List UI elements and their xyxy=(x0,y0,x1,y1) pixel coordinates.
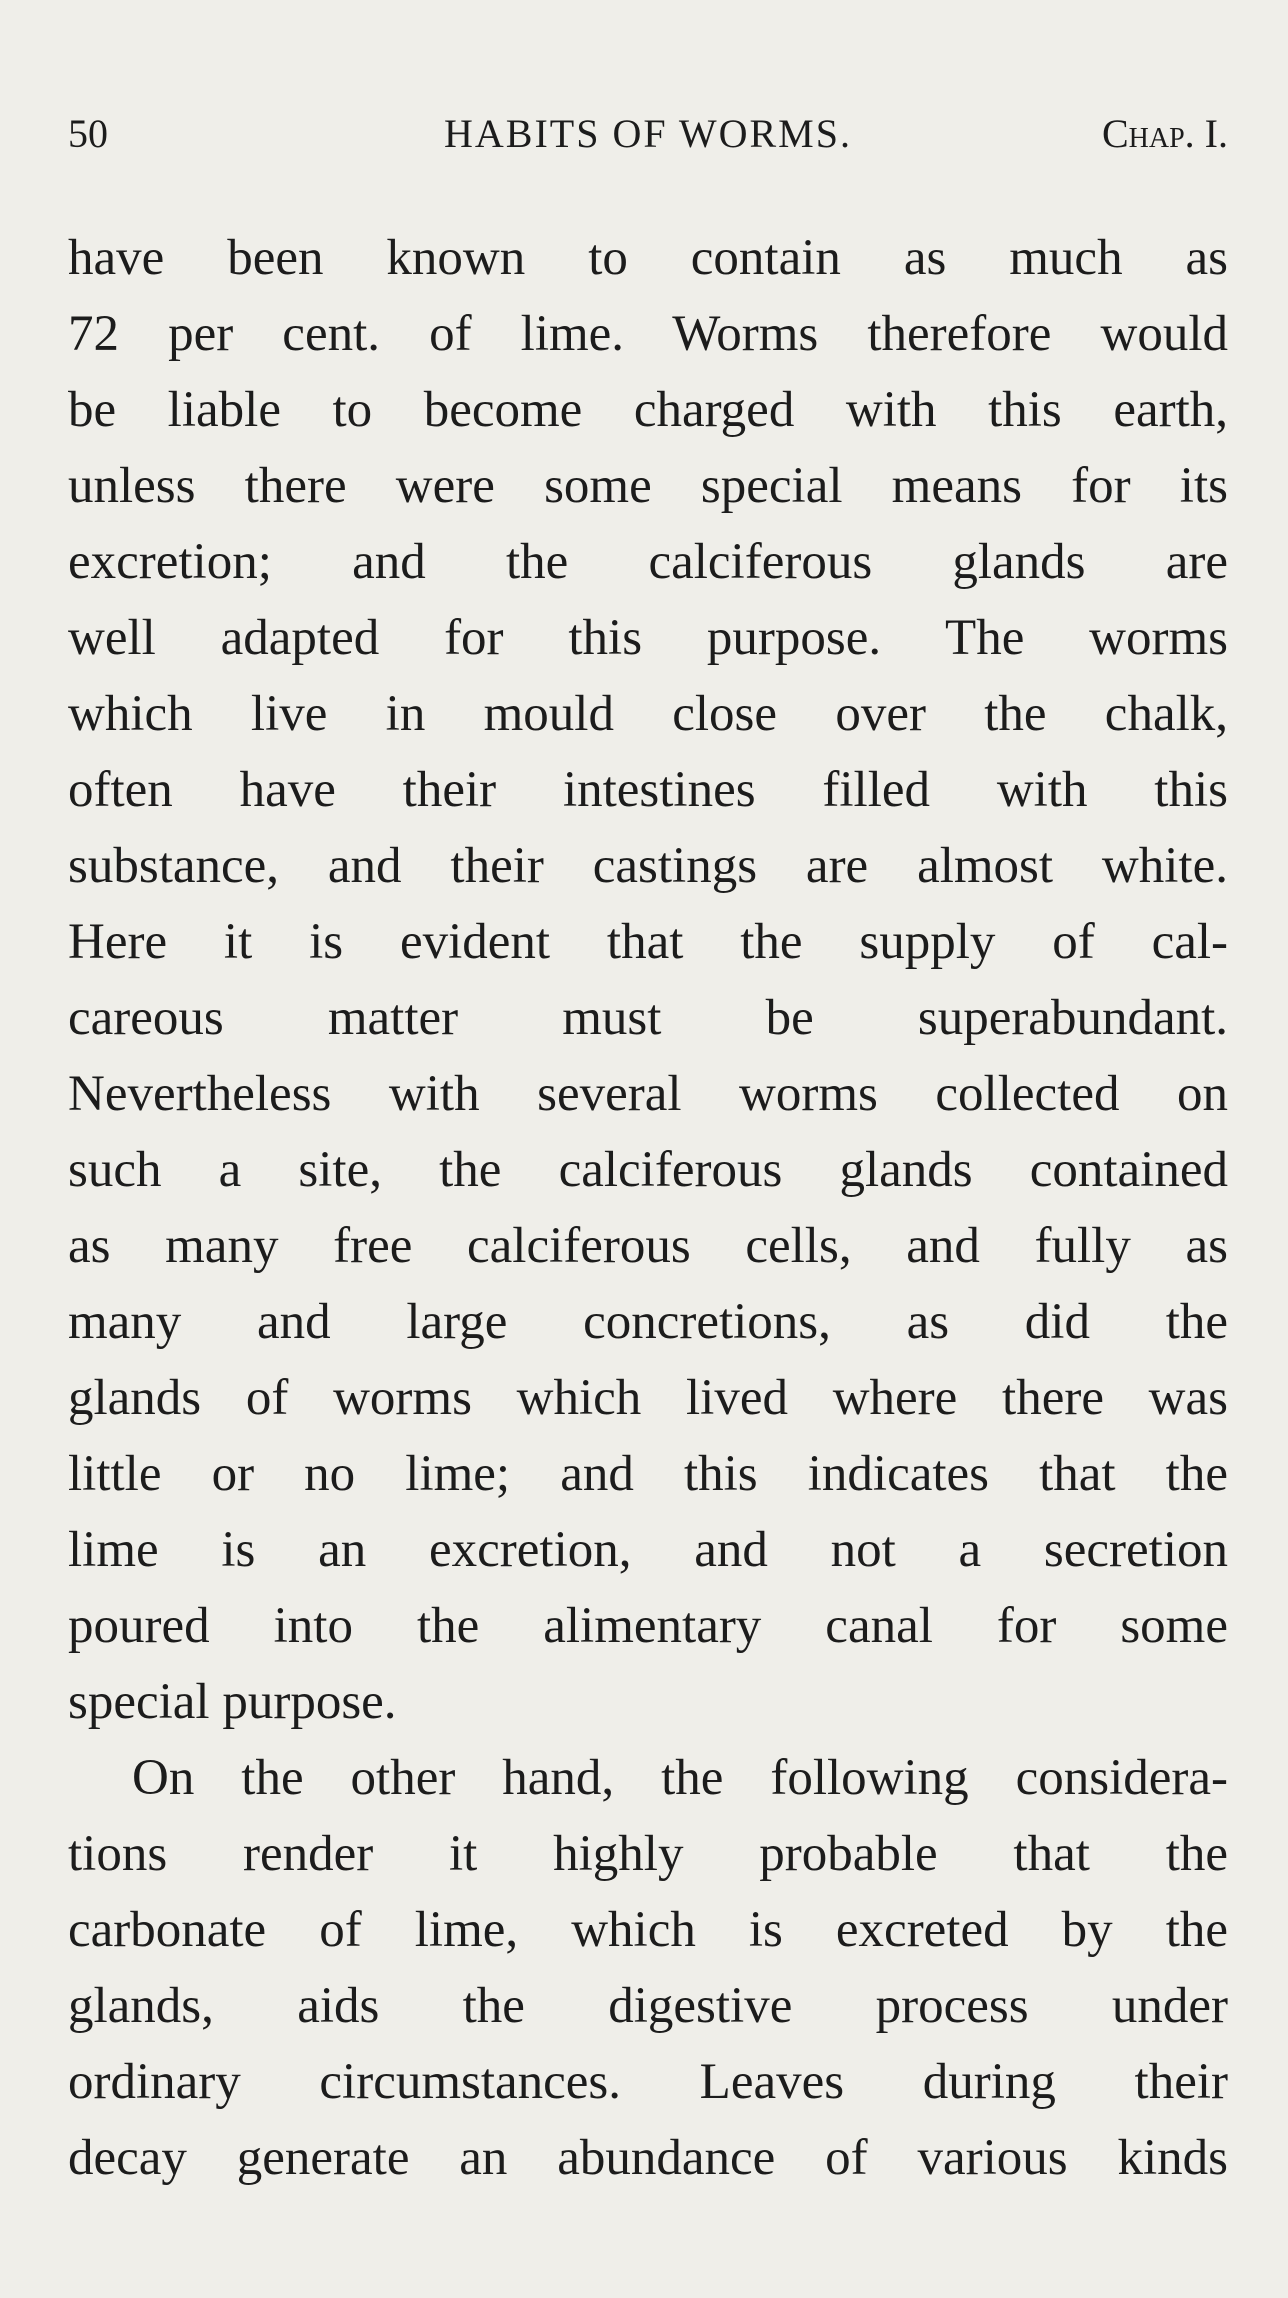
text-line: Here it is evident that the supply of cal- xyxy=(68,914,1228,970)
body-text xyxy=(68,220,1228,2196)
text-line: careous matter must be superabundant. xyxy=(68,990,1228,1046)
text-line: such a site, the calciferous glands contained xyxy=(68,1142,1228,1198)
text-line: 72 per cent. of lime. Worms therefore would xyxy=(68,306,1228,362)
text-line: little or no lime; and this indicates that the xyxy=(68,1446,1228,1502)
paragraph-2 xyxy=(68,1740,1228,2196)
text-line: decay generate an abundance of various kinds xyxy=(68,2130,1228,2186)
text-line: be liable to become charged with this earth, xyxy=(68,382,1228,438)
text-line: well adapted for this purpose. The worms xyxy=(68,610,1228,666)
text-line: glands of worms which lived where there was xyxy=(68,1370,1228,1426)
text-line: excretion; and the calciferous glands are xyxy=(68,534,1228,590)
text-line: as many free calciferous cells, and fully as xyxy=(68,1218,1228,1274)
paragraph-1 xyxy=(68,220,1228,1740)
text-line: lime is an excretion, and not a secretion xyxy=(68,1522,1228,1578)
text-line: special purpose. xyxy=(68,1674,397,1730)
text-line: which live in mould close over the chalk, xyxy=(68,686,1228,742)
text-line: glands, aids the digestive process under xyxy=(68,1978,1228,2034)
page-header xyxy=(68,104,1228,164)
text-line: many and large concretions, as did the xyxy=(68,1294,1228,1350)
text-line: carbonate of lime, which is excreted by the xyxy=(68,1902,1228,1958)
text-line: substance, and their castings are almost white. xyxy=(68,838,1228,894)
page-number: 50 xyxy=(68,111,108,156)
text-line: tions render it highly probable that the xyxy=(68,1826,1228,1882)
text-line: ordinary circumstances. Leaves during their xyxy=(68,2054,1228,2110)
chapter-label: Chap. I. xyxy=(1101,111,1228,156)
running-title: HABITS OF WORMS. xyxy=(444,111,852,156)
text-line: have been known to contain as much as xyxy=(68,230,1228,286)
text-line: often have their intestines filled with this xyxy=(68,762,1228,818)
text-line: Nevertheless with several worms collected on xyxy=(68,1066,1228,1122)
text-line: unless there were some special means for its xyxy=(68,458,1228,514)
text-line: On the other hand, the following considera- xyxy=(132,1750,1228,1806)
text-line: poured into the alimentary canal for some xyxy=(68,1598,1228,1654)
